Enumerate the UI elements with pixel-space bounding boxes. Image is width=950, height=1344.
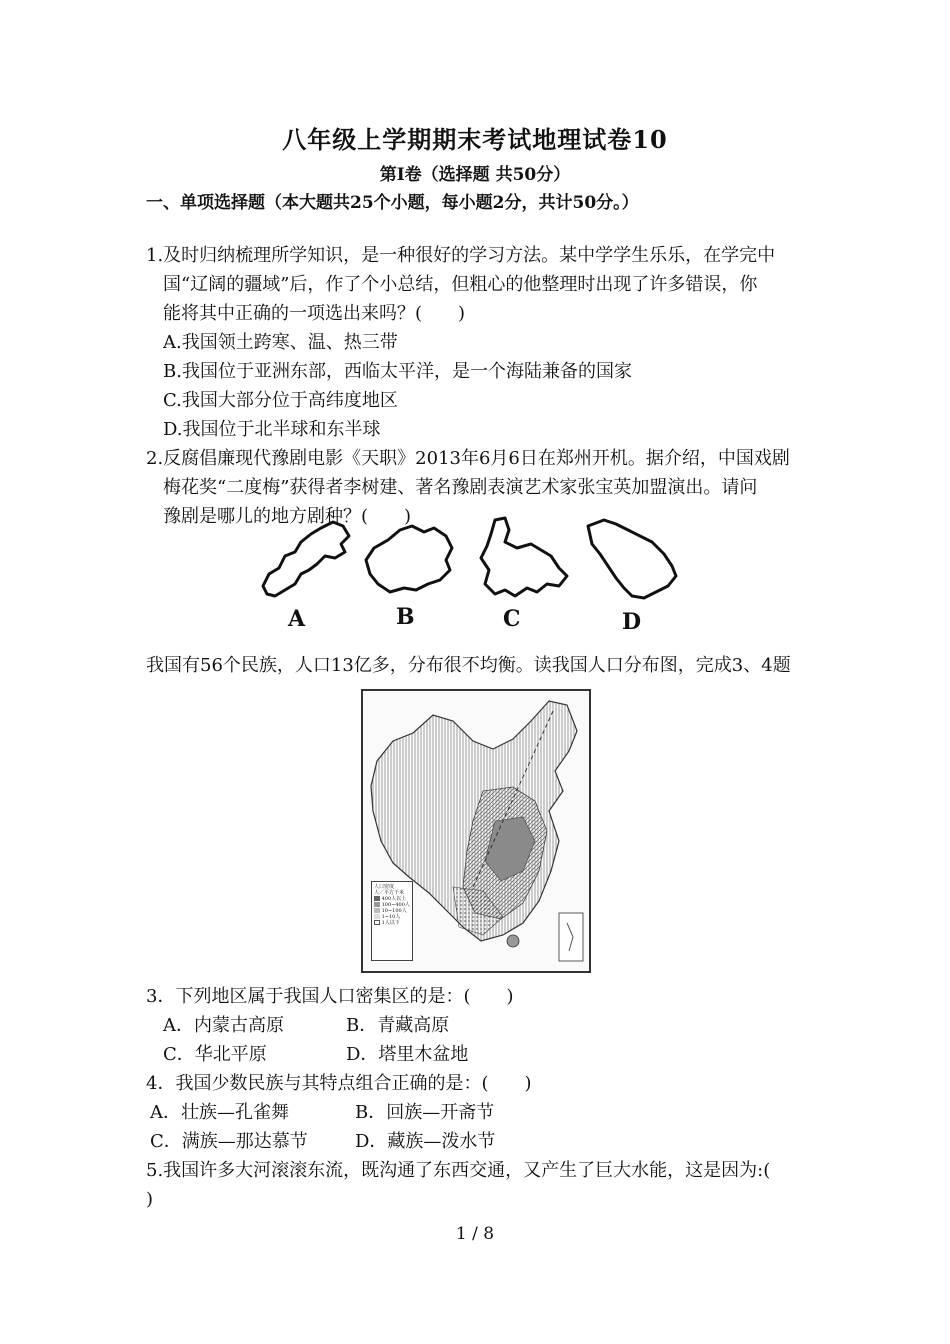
population-density-map [361,689,591,973]
option-c: C．华北平原 [163,1044,267,1065]
legend-item: 1~10人 [374,914,410,920]
option-d: D．藏族—泼水节 [355,1131,496,1152]
question-2-line: 2.反腐倡廉现代豫剧电影《天职》2013年6月6日在郑州开机。据介绍，中国戏剧 [146,448,790,469]
province-outline-c [475,514,575,606]
option-c: C．满族—那达慕节 [150,1131,308,1152]
page-title: 八年级上学期期末考试地理试卷10 [282,125,668,154]
question-2-line: 梅花奖“二度梅”获得者李树建、著名豫剧表演艺术家张宝英加盟演出。请问 [163,477,758,498]
figure-label-c: C [503,606,521,632]
legend-item: 100~400人 [374,902,410,908]
question-3-stem: 3．下列地区属于我国人口密集区的是：( ) [146,986,514,1007]
question-1-line: 国“辽阔的疆域”后，作了个小总结，但粗心的他整理时出现了许多错误，你 [163,274,758,295]
question-2-line: 豫剧是哪儿的地方剧种？( ) [163,506,412,527]
option-a: A．壮族—孔雀舞 [150,1102,289,1123]
paper-section-title: 第Ⅰ卷（选择题 共50分） [379,165,571,185]
map-legend [371,881,413,961]
option-b: B.我国位于亚洲东部，西临太平洋，是一个海陆兼备的国家 [163,361,632,382]
legend-item: 400人以上 [374,896,410,902]
legend-title: 人口密度 [374,884,395,890]
option-a: A.我国领土跨寒、温、热三带 [163,332,398,353]
figure-label-a: A [288,606,306,632]
province-outline-a [255,516,355,606]
legend-item: 1人以下 [374,920,410,926]
page-number: 1 / 8 [455,1224,495,1244]
option-c: C.我国大部分位于高纬度地区 [163,390,398,411]
province-outline-d [582,514,682,606]
option-b: B．回族—开斋节 [355,1102,495,1123]
section-heading: 一、单项选择题（本大题共25个小题，每小题2分，共计50分。） [146,193,639,213]
intro-questions-3-4: 我国有56个民族，人口13亿多，分布很不均衡。读我国人口分布图，完成3、4题 [146,655,791,676]
question-5-line: ) [146,1189,154,1210]
figure-label-b: B [396,604,415,630]
question-4-stem: 4．我国少数民族与其特点组合正确的是：( ) [146,1073,532,1094]
legend-unit: 人／平方千米 [374,890,405,896]
legend-item: 10~100人 [374,908,410,914]
question-1-line: 1.及时归纳梳理所学知识，是一种很好的学习方法。某中学学生乐乐，在学完中 [146,245,776,266]
option-d: D.我国位于北半球和东半球 [163,419,381,440]
question-1-line: 能将其中正确的一项选出来吗？( ) [163,303,466,324]
option-a: A．内蒙古高原 [163,1015,284,1036]
figure-label-d: D [622,609,642,635]
option-b: B．青藏高原 [346,1015,450,1036]
question-5-line: 5.我国许多大河滚滚东流，既沟通了东西交通，又产生了巨大水能，这是因为:( [146,1160,771,1181]
option-d: D．塔里木盆地 [346,1044,469,1065]
province-outline-b [360,518,460,608]
